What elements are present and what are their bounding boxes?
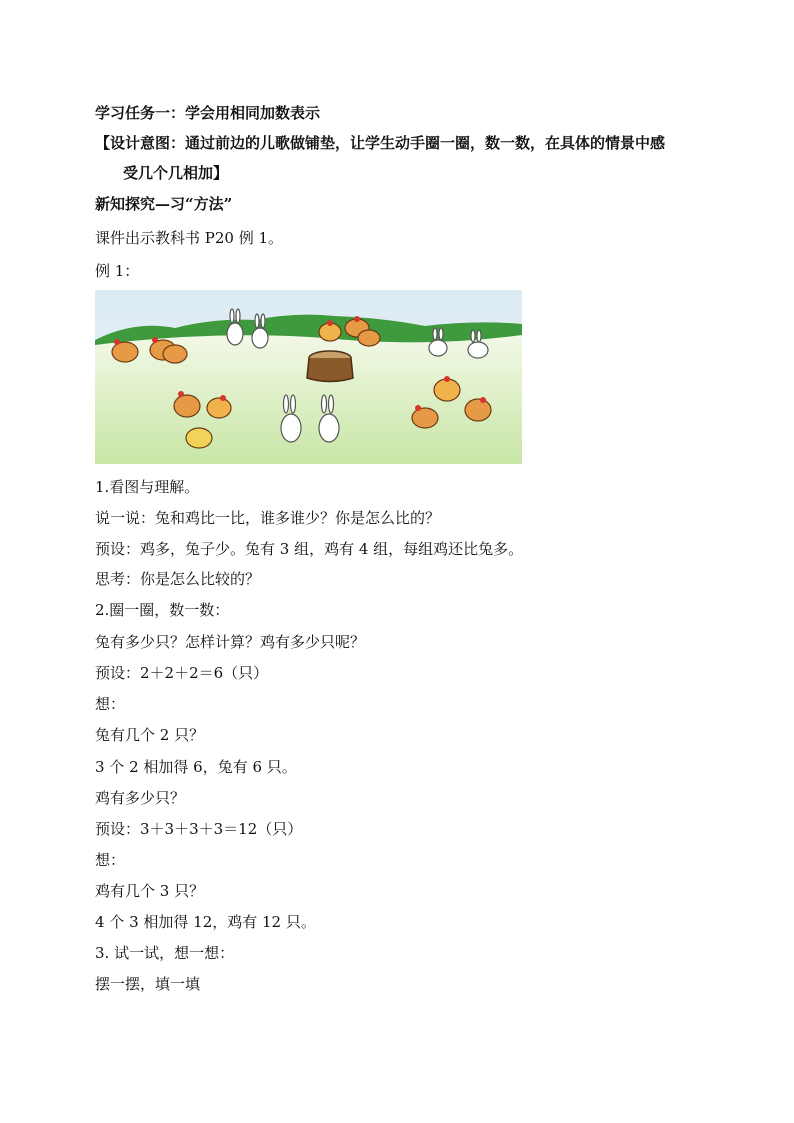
line-12: 预设：3＋3＋3＋3＝12（只） [95,820,303,838]
tree-stump-icon [307,351,353,382]
line-3: 预设：鸡多，兔子少。兔有 3 组，鸡有 4 组，每组鸡还比兔多。 [95,540,524,558]
line-9: 兔有几个 2 只？ [95,726,205,744]
line-2: 说一说：兔和鸡比一比，谁多谁少？你是怎么比的？ [95,509,441,527]
line-15: 4 个 3 相加得 12，鸡有 12 只。 [95,913,316,931]
rabbits-and-chickens-illustration [95,290,522,464]
line-8: 想： [95,695,126,713]
line-14: 鸡有几个 3 只？ [95,882,205,900]
line-1: 1.看图与理解。 [95,478,200,496]
design-intent-line1: 【设计意图：通过前边的儿歌做铺垫，让学生动手圈一圈，数一数，在具体的情景中感 [95,134,666,152]
line-6: 兔有多少只？怎样计算？鸡有多少只呢？ [95,633,366,651]
line-4: 思考：你是怎么比较的？ [95,570,261,588]
line-13: 想： [95,851,126,869]
design-intent-line2: 受几个几相加】 [123,164,229,182]
line-10: 3 个 2 相加得 6，兔有 6 只。 [95,758,297,776]
task-heading: 学习任务一：学会用相同加数表示 [95,104,321,122]
section-title: 新知探究—习“方法” [95,195,233,213]
line-16: 3. 试一试，想一想： [95,944,235,962]
line-5: 2.圈一圈，数一数： [95,601,230,619]
line-17: 摆一摆，填一填 [95,975,201,993]
example-label: 例 1： [95,262,140,280]
line-7: 预设：2＋2＋2＝6（只） [95,664,269,682]
intro-text: 课件出示教科书 P20 例 1。 [95,229,284,247]
line-11: 鸡有多少只？ [95,789,186,807]
